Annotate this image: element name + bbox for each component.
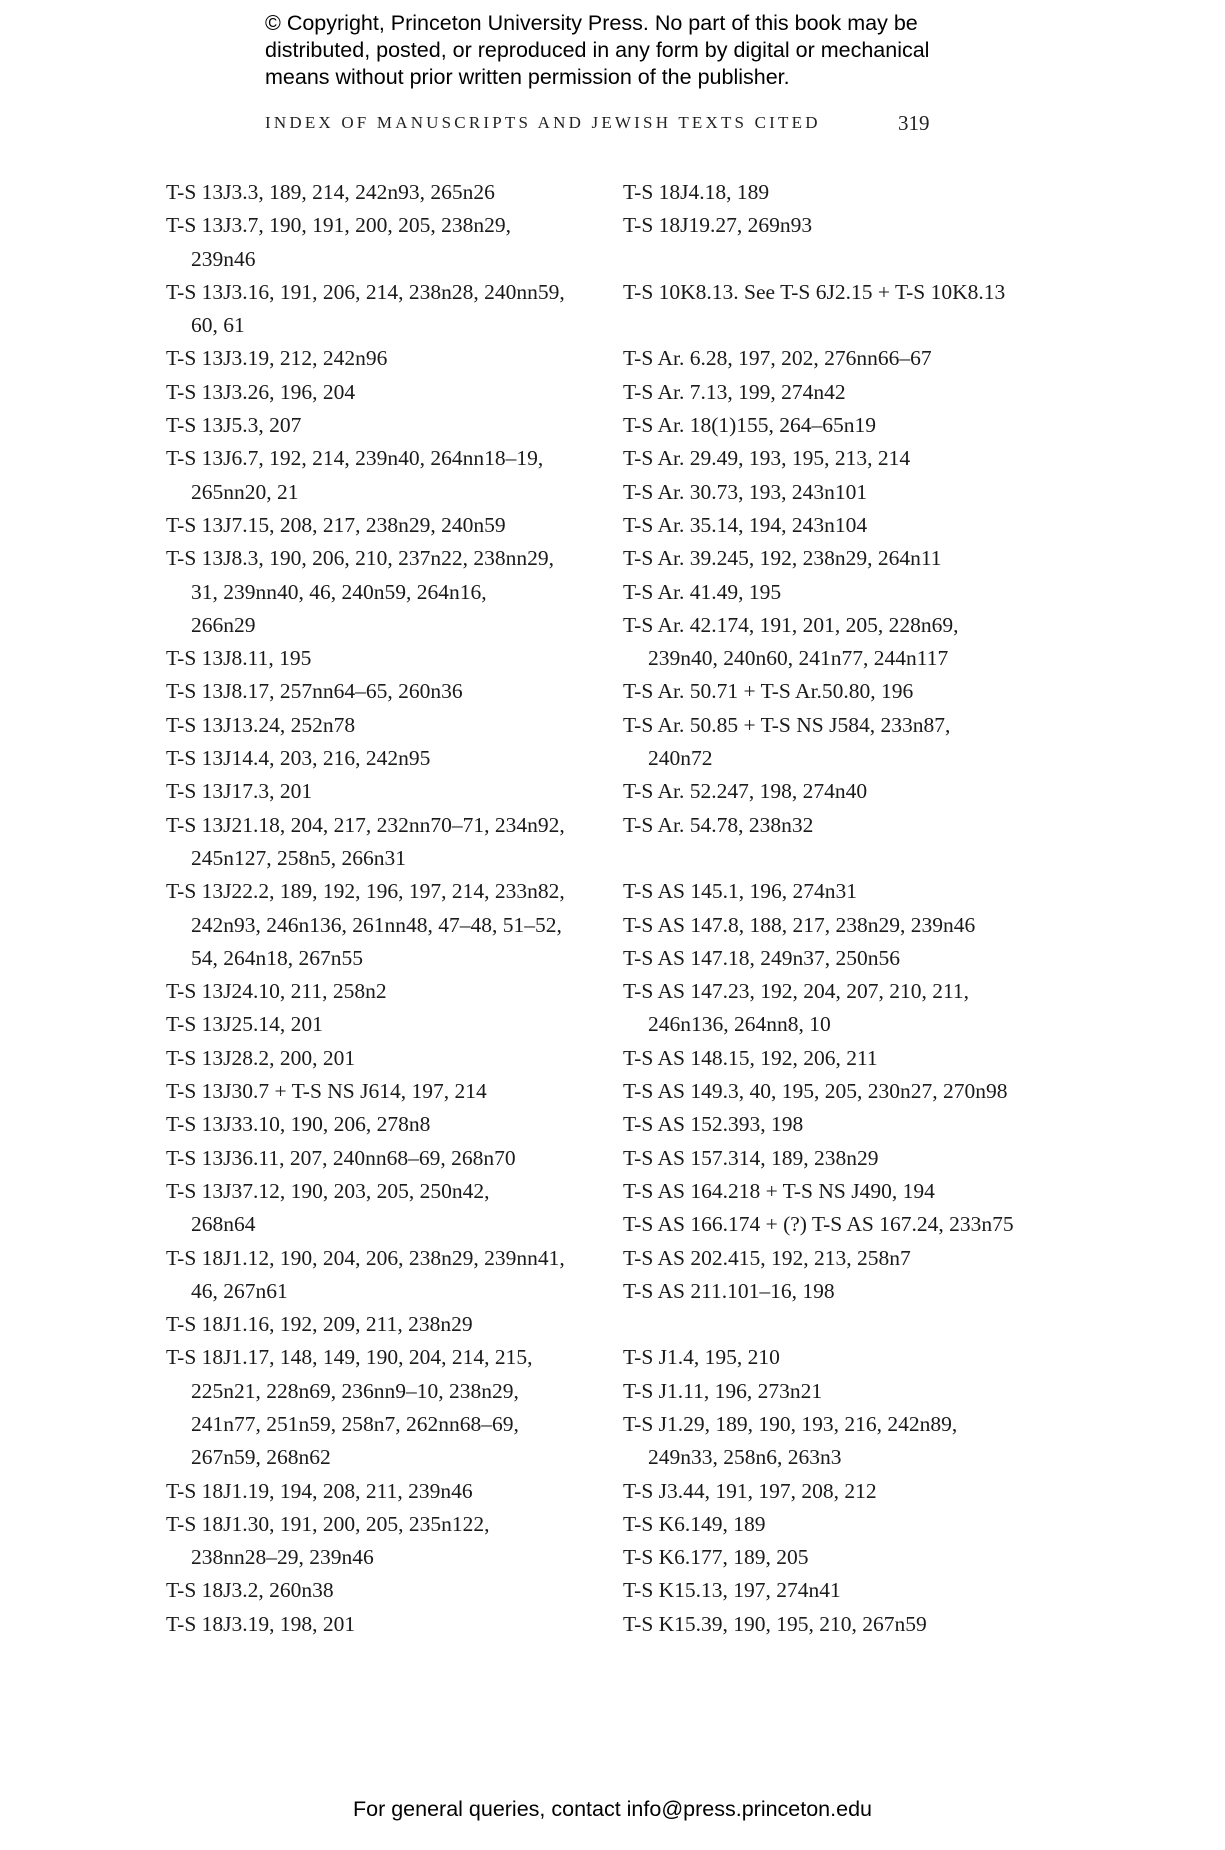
- index-entry: [623, 442, 1063, 475]
- index-entry: [623, 1541, 1063, 1574]
- index-entry: [623, 609, 1063, 676]
- index-entry-continuation: 54, 264n18, 267n55: [191, 945, 363, 970]
- index-entry-line: T-S AS 211.101–16, 198: [623, 1278, 835, 1303]
- index-entry-line: T-S Ar. 18(1)155, 264–65n19: [623, 413, 877, 438]
- index-entry: [623, 1408, 1063, 1475]
- index-entry-line: T-S 18J1.30, 191, 200, 205, 235n122,: [166, 1511, 490, 1536]
- index-entry-line: T-S 13J8.11, 195: [166, 646, 312, 671]
- running-head: INDEX OF MANUSCRIPTS AND JEWISH TEXTS CITED: [265, 113, 821, 132]
- index-entry-line: T-S 13J21.18, 204, 217, 232nn70–71, 234n92,: [166, 812, 565, 837]
- index-entry: [623, 809, 1063, 842]
- index-entry-continuation: 238nn28–29, 239n46: [191, 1545, 374, 1570]
- copyright-line: © Copyright, Princeton University Press. No part of this book may be: [265, 11, 918, 35]
- index-entry-line: T-S AS 164.218 + T-S NS J490, 194: [623, 1178, 935, 1203]
- index-entry: [623, 1341, 1063, 1374]
- index-entry: [166, 1075, 596, 1108]
- index-entry: [166, 875, 596, 975]
- index-entry: [166, 1574, 596, 1607]
- index-entry-line: T-S Ar. 35.14, 194, 243n104: [623, 512, 868, 537]
- index-entry: [623, 1242, 1063, 1275]
- index-entry: [623, 909, 1063, 942]
- index-entry-line: T-S 13J30.7 + T-S NS J614, 197, 214: [166, 1079, 487, 1104]
- index-entry-line: T-S J3.44, 191, 197, 208, 212: [623, 1478, 877, 1503]
- index-entry-line: T-S AS 149.3, 40, 195, 205, 230n27, 270n98: [623, 1079, 1008, 1104]
- index-entry: [623, 1042, 1063, 1075]
- index-entry-line: T-S 13J36.11, 207, 240nn68–69, 268n70: [166, 1145, 516, 1170]
- index-entry-continuation: 225n21, 228n69, 236nn9–10, 238n29,: [191, 1378, 519, 1403]
- index-entry-line: T-S AS 148.15, 192, 206, 211: [623, 1045, 878, 1070]
- index-entry-line: T-S J1.11, 196, 273n21: [623, 1378, 823, 1403]
- index-entry-line: T-S Ar. 29.49, 193, 195, 213, 214: [623, 446, 911, 471]
- index-entry-line: T-S 13J14.4, 203, 216, 242n95: [166, 746, 431, 771]
- page-number: 319: [898, 111, 930, 135]
- index-entry-line: T-S Ar. 41.49, 195: [623, 579, 782, 604]
- index-entry-continuation: 239n46: [191, 246, 256, 271]
- index-entry: [623, 276, 1063, 309]
- index-entry: [166, 542, 596, 642]
- index-entry: [166, 675, 596, 708]
- index-entry-line: T-S AS 202.415, 192, 213, 258n7: [623, 1245, 911, 1270]
- index-entry: [166, 1175, 596, 1242]
- index-entry-continuation: 240n72: [648, 746, 713, 771]
- index-entry-line: T-S Ar. 50.71 + T-S Ar.50.80, 196: [623, 679, 914, 704]
- index-entry: [623, 1475, 1063, 1508]
- index-entry-line: T-S 18J3.19, 198, 201: [166, 1611, 356, 1636]
- index-entry-line: T-S AS 152.393, 198: [623, 1112, 804, 1137]
- index-entry: [166, 742, 596, 775]
- index-entry: [623, 176, 1063, 209]
- index-entry: [623, 1375, 1063, 1408]
- index-entry: [623, 209, 1063, 242]
- index-entry-continuation: 246n136, 264nn8, 10: [648, 1012, 831, 1037]
- index-entry-line: T-S K15.39, 190, 195, 210, 267n59: [623, 1611, 927, 1636]
- index-entry: [166, 209, 596, 276]
- index-entry: [166, 376, 596, 409]
- index-column-right: [623, 176, 1063, 1641]
- index-entry-continuation: 265nn20, 21: [191, 479, 299, 504]
- index-entry: [623, 342, 1063, 375]
- index-entry-line: T-S AS 166.174 + (?) T-S AS 167.24, 233n75: [623, 1212, 1014, 1237]
- index-section-gap: [623, 842, 1063, 875]
- index-entry: [166, 409, 596, 442]
- index-entry-line: T-S 18J1.16, 192, 209, 211, 238n29: [166, 1312, 473, 1337]
- footer-contact: For general queries, contact info@press.princeton.edu: [352, 1797, 872, 1821]
- index-entry-line: T-S Ar. 6.28, 197, 202, 276nn66–67: [623, 346, 932, 371]
- index-entry: [166, 176, 596, 209]
- index-entry-line: T-S J1.29, 189, 190, 193, 216, 242n89,: [623, 1411, 958, 1436]
- index-entry-line: T-S Ar. 50.85 + T-S NS J584, 233n87,: [623, 712, 951, 737]
- index-entry: [623, 1175, 1063, 1208]
- index-entry-continuation: 241n77, 251n59, 258n7, 262nn68–69,: [191, 1411, 519, 1436]
- index-entry: [623, 509, 1063, 542]
- index-entry-line: T-S Ar. 52.247, 198, 274n40: [623, 779, 868, 804]
- index-entry-continuation: 245n127, 258n5, 266n31: [191, 845, 406, 870]
- index-section-gap: [623, 1308, 1063, 1341]
- index-entry: [166, 1475, 596, 1508]
- copyright-notice: [265, 10, 1025, 91]
- index-entry-line: T-S 13J3.16, 191, 206, 214, 238n28, 240nn59,: [166, 279, 565, 304]
- index-entry-line: T-S 18J19.27, 269n93: [623, 213, 813, 238]
- index-entry-continuation: 46, 267n61: [191, 1278, 288, 1303]
- index-entry: [623, 1608, 1063, 1641]
- index-entry-line: T-S 18J1.19, 194, 208, 211, 239n46: [166, 1478, 473, 1503]
- index-entry-line: T-S AS 147.23, 192, 204, 207, 210, 211,: [623, 979, 970, 1004]
- index-entry-line: T-S 18J1.12, 190, 204, 206, 238n29, 239nn41,: [166, 1245, 565, 1270]
- index-section-gap: [623, 309, 1063, 342]
- index-entry-line: T-S AS 157.314, 189, 238n29: [623, 1145, 879, 1170]
- index-entry: [166, 642, 596, 675]
- index-entry: [623, 1108, 1063, 1141]
- copyright-line: distributed, posted, or reproduced in any form by digital or mechanical: [265, 38, 930, 62]
- index-entry: [166, 1142, 596, 1175]
- index-entry-line: T-S 10K8.13. See T-S 6J2.15 + T-S 10K8.13: [623, 279, 1006, 304]
- index-entry-line: T-S 13J3.19, 212, 242n96: [166, 346, 388, 371]
- index-entry: [623, 1574, 1063, 1607]
- index-entry-continuation: 239n40, 240n60, 241n77, 244n117: [648, 646, 949, 671]
- index-entry: [166, 1341, 596, 1474]
- index-entry-line: T-S 13J6.7, 192, 214, 239n40, 264nn18–19,: [166, 446, 544, 471]
- index-entry-line: T-S 13J3.3, 189, 214, 242n93, 265n26: [166, 180, 495, 204]
- index-entry-line: T-S AS 147.8, 188, 217, 238n29, 239n46: [623, 912, 976, 937]
- index-entry-line: T-S 13J37.12, 190, 203, 205, 250n42,: [166, 1178, 490, 1203]
- index-entry: [166, 1242, 596, 1309]
- index-entry-line: T-S 13J3.7, 190, 191, 200, 205, 238n29,: [166, 213, 512, 238]
- index-entry-line: T-S Ar. 39.245, 192, 238n29, 264n11: [623, 546, 942, 571]
- index-entry-continuation: 242n93, 246n136, 261nn48, 47–48, 51–52,: [191, 912, 562, 937]
- index-entry-line: T-S AS 145.1, 196, 274n31: [623, 879, 857, 904]
- index-entry: [166, 709, 596, 742]
- index-entry-line: T-S 13J28.2, 200, 201: [166, 1045, 356, 1070]
- index-entry: [623, 476, 1063, 509]
- index-entry: [623, 775, 1063, 808]
- index-entry: [166, 342, 596, 375]
- index-entry-line: T-S AS 147.18, 249n37, 250n56: [623, 945, 900, 970]
- index-entry: [623, 675, 1063, 708]
- index-entry: [623, 942, 1063, 975]
- index-entry-continuation: 268n64: [191, 1212, 256, 1237]
- index-entry-line: T-S 13J25.14, 201: [166, 1012, 323, 1037]
- copyright-line: means without prior written permission of the publisher.: [265, 65, 790, 89]
- index-entry: [623, 1075, 1063, 1108]
- index-entry: [166, 1308, 596, 1341]
- index-entry-continuation: 31, 239nn40, 46, 240n59, 264n16,: [191, 579, 487, 604]
- index-entry-continuation: 249n33, 258n6, 263n3: [648, 1445, 842, 1470]
- index-entry: [166, 1042, 596, 1075]
- index-entry: [166, 509, 596, 542]
- index-entry-line: T-S 13J17.3, 201: [166, 779, 313, 804]
- index-entry-line: T-S 18J4.18, 189: [623, 180, 770, 204]
- index-entry-line: T-S 13J7.15, 208, 217, 238n29, 240n59: [166, 512, 506, 537]
- index-entry-line: T-S 13J22.2, 189, 192, 196, 197, 214, 233n82,: [166, 879, 565, 904]
- index-entry: [166, 1008, 596, 1041]
- index-entry-line: T-S 18J3.2, 260n38: [166, 1578, 334, 1603]
- index-entry: [623, 576, 1063, 609]
- index-entry-line: T-S Ar. 54.78, 238n32: [623, 812, 814, 837]
- index-entry: [623, 1508, 1063, 1541]
- index-entry: [623, 875, 1063, 908]
- index-entry-line: T-S K15.13, 197, 274n41: [623, 1578, 841, 1603]
- index-entry: [623, 542, 1063, 575]
- index-entry-line: T-S 13J24.10, 211, 258n2: [166, 979, 387, 1004]
- index-entry: [166, 975, 596, 1008]
- index-entry: [623, 1275, 1063, 1308]
- index-entry: [623, 1142, 1063, 1175]
- index-entry-line: T-S 18J1.17, 148, 149, 190, 204, 214, 215,: [166, 1345, 533, 1370]
- index-entry-continuation: 60, 61: [191, 313, 245, 338]
- index-entry: [623, 975, 1063, 1042]
- index-entry: [623, 709, 1063, 776]
- index-entry-line: T-S K6.149, 189: [623, 1511, 766, 1536]
- index-entry-line: T-S 13J13.24, 252n78: [166, 712, 356, 737]
- index-entry: [166, 442, 596, 509]
- index-entry-line: T-S K6.177, 189, 205: [623, 1545, 809, 1570]
- index-entry: [166, 276, 596, 343]
- index-entry: [623, 409, 1063, 442]
- index-entry-line: T-S 13J8.17, 257nn64–65, 260n36: [166, 679, 463, 704]
- index-entry-line: T-S Ar. 42.174, 191, 201, 205, 228n69,: [623, 612, 959, 637]
- index-entry-line: T-S 13J8.3, 190, 206, 210, 237n22, 238nn29,: [166, 546, 555, 571]
- index-entry: [623, 376, 1063, 409]
- index-entry-line: T-S J1.4, 195, 210: [623, 1345, 780, 1370]
- index-entry: [623, 1208, 1063, 1241]
- index-entry-line: T-S 13J5.3, 207: [166, 413, 302, 438]
- index-entry: [166, 1608, 596, 1641]
- index-entry-line: T-S 13J33.10, 190, 206, 278n8: [166, 1112, 431, 1137]
- index-column-left: [166, 176, 596, 1641]
- index-entry-continuation: 267n59, 268n62: [191, 1445, 331, 1470]
- index-section-gap: [623, 243, 1063, 276]
- index-entry-line: T-S Ar. 7.13, 199, 274n42: [623, 379, 846, 404]
- index-entry-continuation: 266n29: [191, 612, 256, 637]
- index-entry: [166, 1108, 596, 1141]
- index-entry: [166, 1508, 596, 1575]
- index-entry: [166, 809, 596, 876]
- index-entry-line: T-S 13J3.26, 196, 204: [166, 379, 356, 404]
- index-entry-line: T-S Ar. 30.73, 193, 243n101: [623, 479, 868, 504]
- index-entry: [166, 775, 596, 808]
